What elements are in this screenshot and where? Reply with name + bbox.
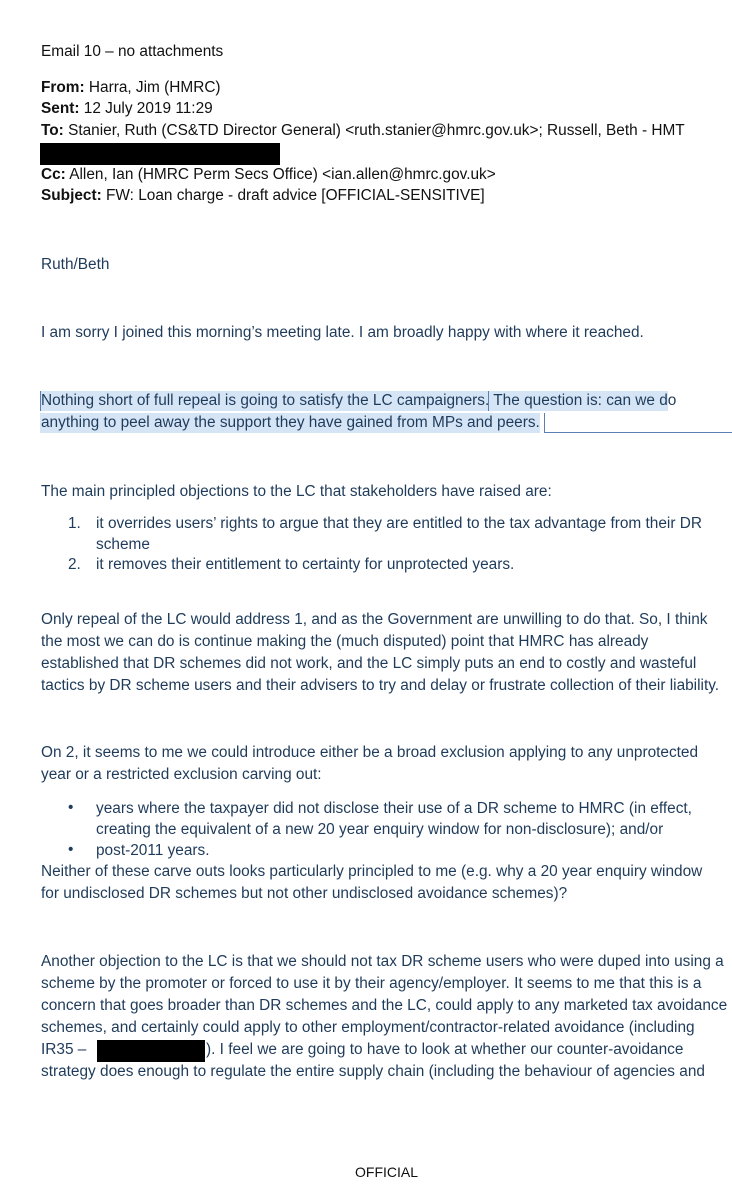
bullet-1-line-2: creating the equivalent of a new 20 year enquiry window for non-disclosure); and/or bbox=[96, 821, 664, 838]
list-number-2: 2. bbox=[68, 556, 81, 573]
paragraph-2-line-1: Nothing short of full repeal is going to satisfy the LC campaigners. The question is: can we do bbox=[41, 392, 677, 409]
paragraph-4-line-4: tactics by DR scheme users and their advisers to try and delay or frustrate collection of their liability. bbox=[41, 677, 720, 694]
paragraph-7-line-4: schemes, and certainly could apply to other employment/contractor-related avoidance (including bbox=[41, 1019, 695, 1036]
subject-value: FW: Loan charge - draft advice [OFFICIAL-SENSITIVE] bbox=[106, 187, 485, 204]
document-title: Email 10 – no attachments bbox=[41, 43, 224, 60]
bullet-1-line-1: years where the taxpayer did not disclose their use of a DR scheme to HMRC (in effect, bbox=[96, 800, 692, 817]
paragraph-7-line-2: scheme by the promoter or forced to use it by their agency/employer. It seems to me that this is a bbox=[41, 975, 702, 992]
to-label: To: bbox=[41, 122, 64, 139]
selection-underline bbox=[544, 432, 732, 433]
cc-value: Allen, Ian (HMRC Perm Secs Office) <ian.allen@hmrc.gov.uk> bbox=[69, 166, 496, 183]
paragraph-4-line-2: the most we can do is continue making the (much disputed) point that HMRC has already bbox=[41, 633, 649, 650]
paragraph-7-line-5-start: IR35 – bbox=[41, 1041, 87, 1058]
bullet-2: post-2011 years. bbox=[96, 842, 210, 859]
paragraph-7-line-5-end: ). I feel we are going to have to look at whether our counter-avoidance bbox=[206, 1041, 684, 1058]
paragraph-7-line-6: strategy does enough to regulate the entire supply chain (including the behaviour of agencies and bbox=[41, 1063, 705, 1080]
paragraph-6-line-1: Neither of these carve outs looks particularly principled to me (e.g. why a 20 year enquiry window bbox=[41, 863, 703, 880]
from-row bbox=[41, 78, 221, 98]
redaction-block bbox=[40, 143, 280, 165]
paragraph-7-line-1: Another objection to the LC is that we should not tax DR scheme users who were duped into using a bbox=[41, 953, 724, 970]
to-value: Stanier, Ruth (CS&TD Director General) <ruth.stanier@hmrc.gov.uk>; Russell, Beth - HMT bbox=[68, 122, 685, 139]
paragraph-1: I am sorry I joined this morning’s meeting late. I am broadly happy with where it reached. bbox=[41, 324, 644, 341]
footer-classification: OFFICIAL bbox=[355, 1164, 419, 1180]
redaction-block bbox=[97, 1040, 205, 1062]
list-number-1: 1. bbox=[68, 515, 81, 532]
paragraph-7-line-3: concern that goes broader than DR schemes and the LC, could apply to any marketed tax avoidance bbox=[41, 997, 728, 1014]
from-label: From: bbox=[41, 79, 85, 96]
list-item-2: it removes their entitlement to certainty for unprotected years. bbox=[96, 556, 515, 573]
cc-label: Cc: bbox=[41, 166, 66, 183]
to-row bbox=[41, 121, 685, 141]
paragraph-6-line-2: for undisclosed DR schemes but not other undisclosed avoidance schemes)? bbox=[41, 885, 568, 902]
paragraph-5-line-2: year or a restricted exclusion carving out: bbox=[41, 766, 322, 783]
bullet-2-icon: • bbox=[68, 841, 74, 858]
sent-label: Sent: bbox=[41, 100, 80, 117]
paragraph-2-line-2: anything to peel away the support they have gained from MPs and peers. bbox=[41, 414, 540, 431]
text-cursor bbox=[544, 413, 545, 433]
paragraph-4-line-3: established that DR schemes did not work, and the LC simply puts an end to costly and wasteful bbox=[41, 655, 697, 672]
sent-value: 12 July 2019 11:29 bbox=[83, 100, 213, 117]
cc-row bbox=[41, 165, 496, 185]
list-item-1-line-1: it overrides users’ rights to argue that they are entitled to the tax advantage from their DR bbox=[96, 515, 702, 532]
greeting: Ruth/Beth bbox=[41, 256, 110, 273]
list-item-1-line-2: scheme bbox=[96, 536, 150, 553]
sent-row bbox=[41, 99, 213, 119]
paragraph-5-line-1: On 2, it seems to me we could introduce either be a broad exclusion applying to any unprotected bbox=[41, 744, 699, 761]
from-value: Harra, Jim (HMRC) bbox=[88, 79, 221, 96]
paragraph-3: The main principled objections to the LC that stakeholders have raised are: bbox=[41, 483, 552, 500]
bullet-1-icon: • bbox=[68, 799, 74, 816]
subject-label: Subject: bbox=[41, 187, 102, 204]
paragraph-4-line-1: Only repeal of the LC would address 1, and as the Government are unwilling to do that. So, I think bbox=[41, 611, 708, 628]
subject-row bbox=[41, 186, 485, 206]
